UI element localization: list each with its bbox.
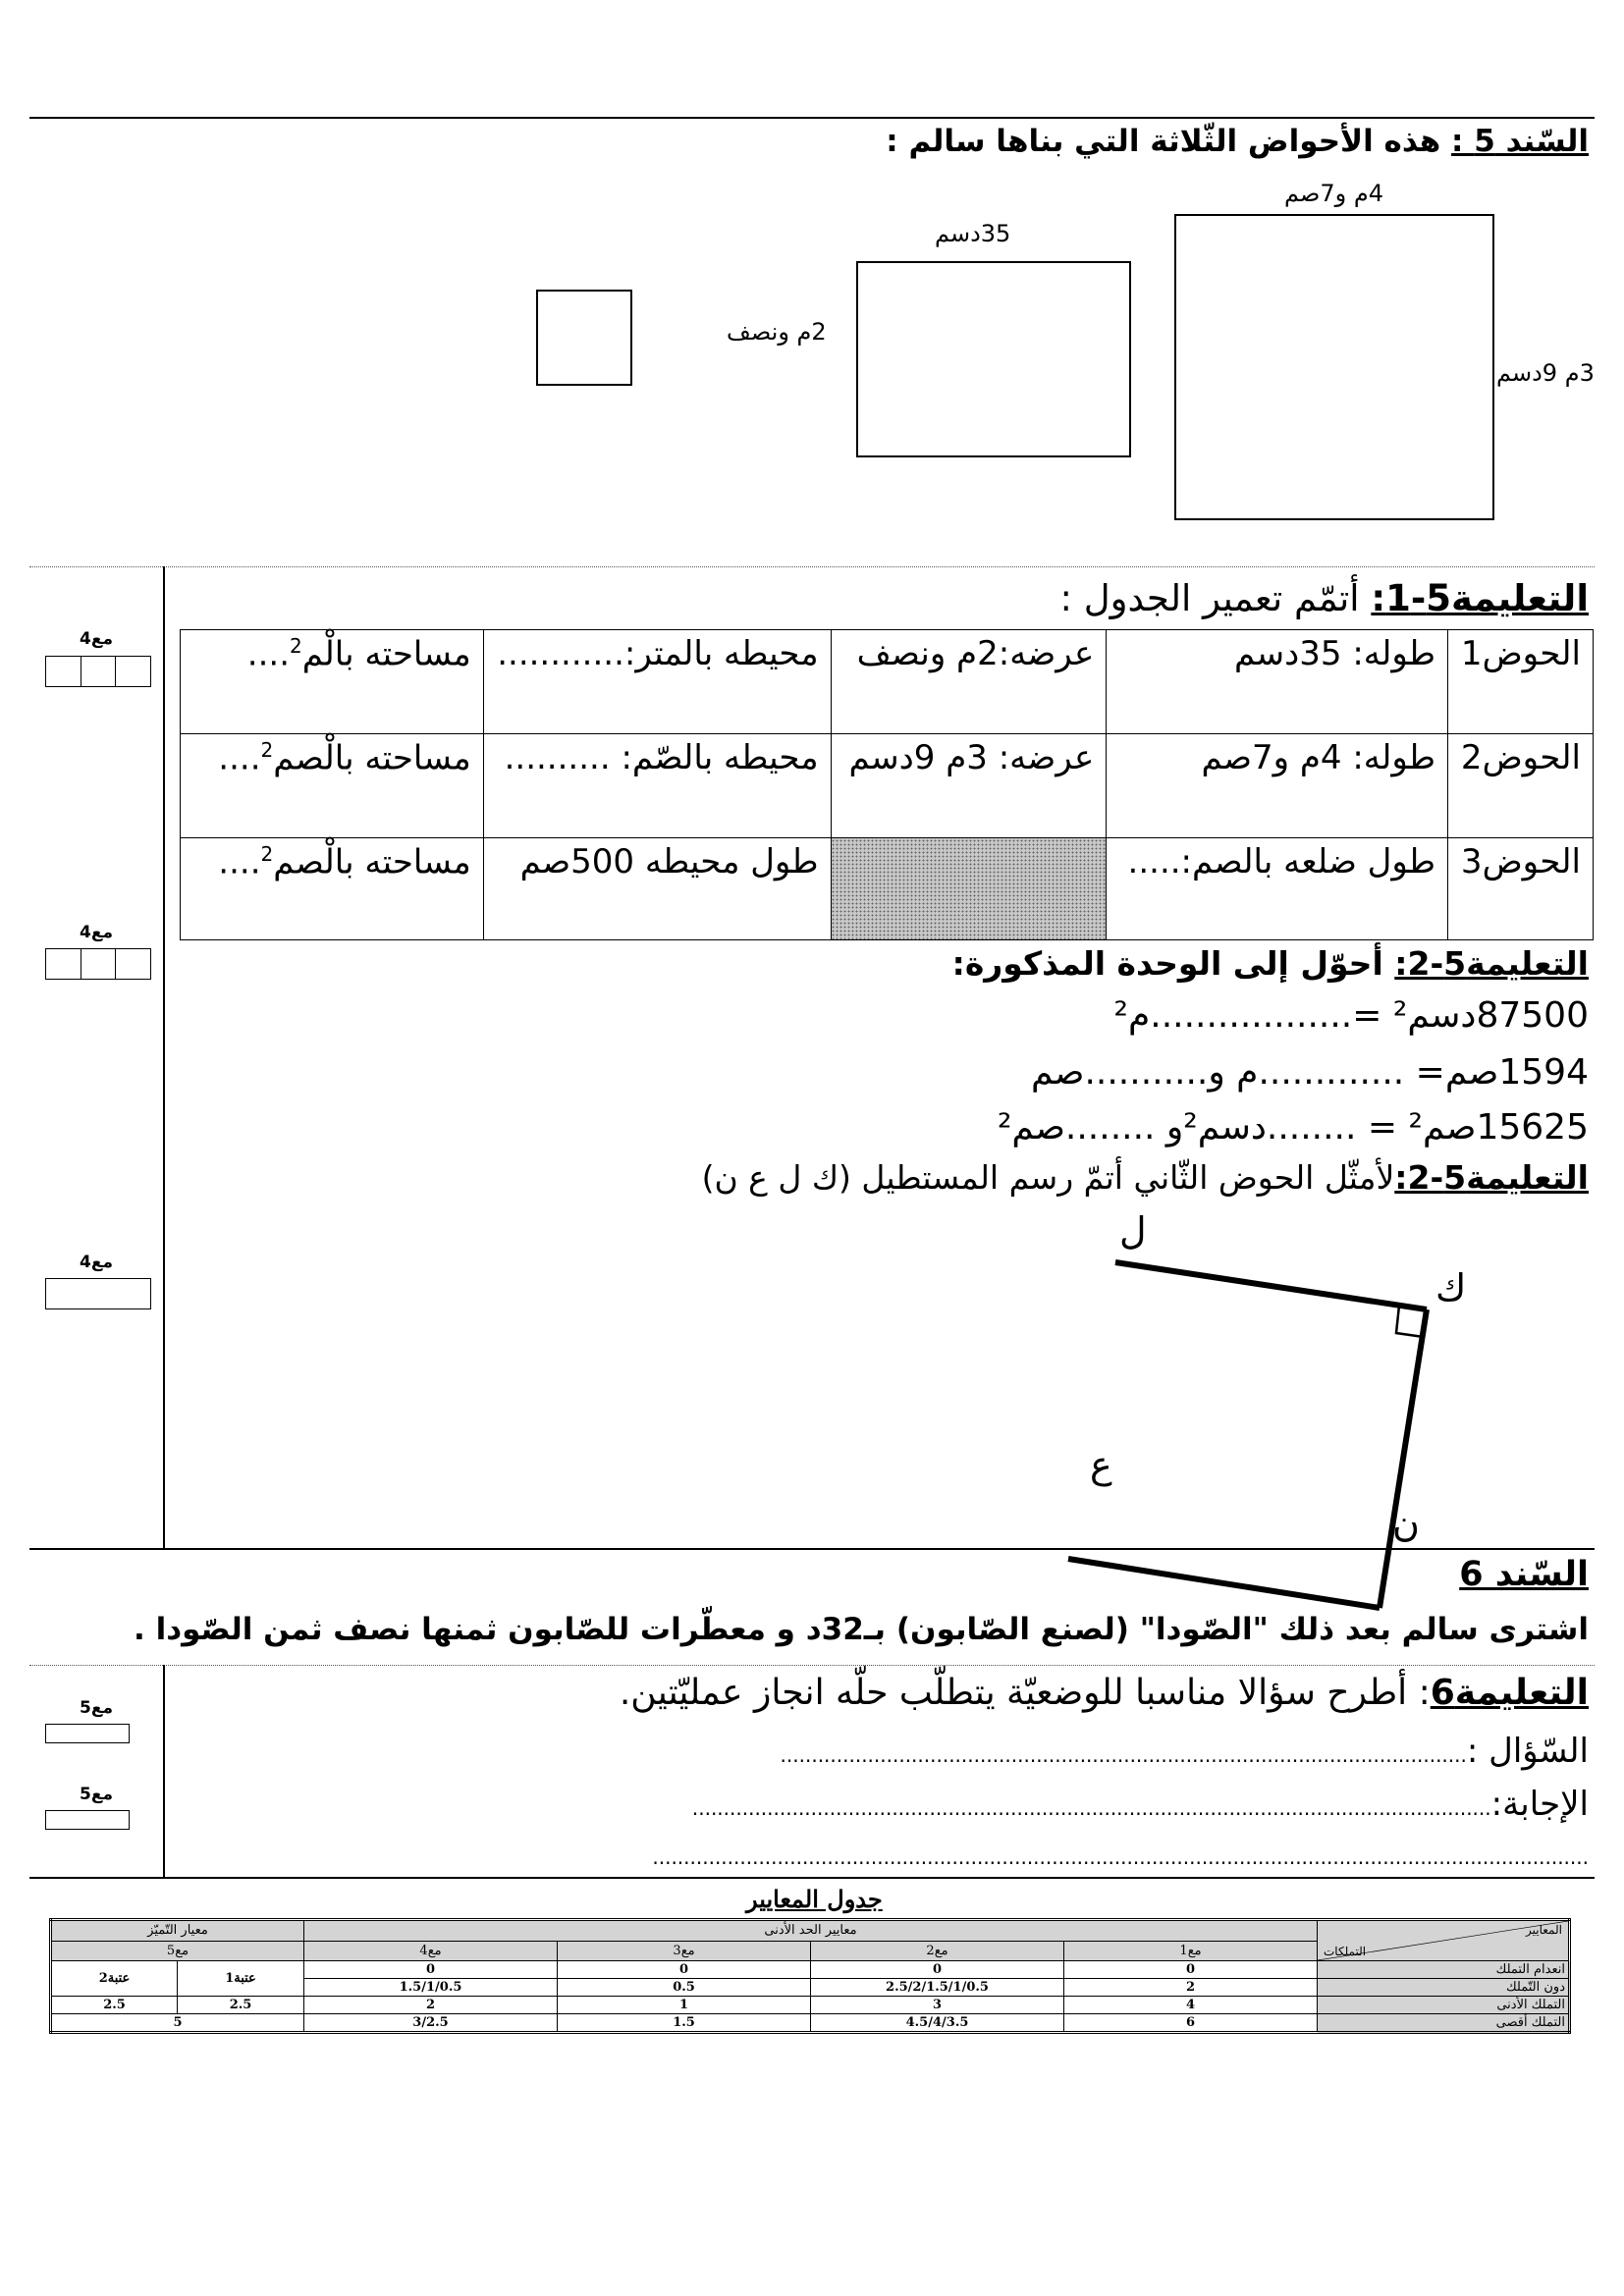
margin-label-m5a: مع5 xyxy=(80,1698,113,1718)
task52-text: أحوّل إلى الوحدة المذكورة: xyxy=(951,944,1383,983)
question-label: السّؤال : xyxy=(1466,1732,1589,1771)
side-kn xyxy=(1380,1309,1427,1608)
top-rule xyxy=(29,117,1595,119)
task51-label: التعليمة5-1: xyxy=(1371,577,1589,619)
length-cell: طوله: 35دسم xyxy=(1107,630,1448,734)
question-dots[interactable]: .............................................................................................................. xyxy=(780,1743,1467,1767)
pool-name-cell: الحوض1 xyxy=(1448,630,1594,734)
rectangle-drawing[interactable] xyxy=(1041,1217,1502,1629)
table-cell: 6 xyxy=(1064,2014,1318,2033)
pool-name-cell: الحوض2 xyxy=(1448,734,1594,838)
grade-box-m4c[interactable] xyxy=(45,1278,151,1309)
task6-answer-line-2[interactable]: ...................................................................................................................................................... xyxy=(652,1845,1589,1869)
margin-label-m4c: مع4 xyxy=(80,1253,113,1272)
table-cell: 5 xyxy=(51,2014,304,2033)
excellence-header: معيار التّميّز xyxy=(51,1920,304,1942)
col-header: مع1 xyxy=(1064,1941,1318,1960)
col-header: مع3 xyxy=(558,1941,811,1960)
perimeter-cell: طول محيطه 500صم xyxy=(483,838,831,940)
row-label: التملك أقصى xyxy=(1318,2014,1570,2033)
length-cell: طوله: 4م و7صم xyxy=(1107,734,1448,838)
table-cell: 0 xyxy=(811,1961,1064,1979)
area-cell[interactable]: مساحته بالْصم$^2$.... xyxy=(181,838,484,940)
answer-dots[interactable]: ................................................................................................................................ xyxy=(691,1796,1491,1820)
table-row xyxy=(181,838,1594,940)
shaded-cell xyxy=(831,838,1107,940)
table-cell: 0 xyxy=(1064,1961,1318,1979)
table-cell: 1.5/1/0.5 xyxy=(304,1979,558,1997)
vertex-a-label: ع xyxy=(1090,1443,1112,1486)
threshold1-label: عتبة1 xyxy=(178,1961,304,1997)
sanad6-heading: السّند 6 xyxy=(1459,1555,1589,1594)
pool1-side-label: 3م 9دسم xyxy=(1496,359,1595,387)
vertex-k-label: ك xyxy=(1435,1266,1467,1309)
table-cell: 2.5/2/1.5/1/0.5 xyxy=(811,1979,1064,1997)
conversion-line-2[interactable]: 1594صم= .............م و...........صم xyxy=(1030,1052,1589,1093)
table-row xyxy=(181,630,1594,734)
row-label: التملك الأدنى xyxy=(1318,1997,1570,2014)
pool3-square xyxy=(536,290,632,386)
mastery-header-label: التملكات xyxy=(1324,1945,1367,1958)
width-cell: عرضه: 3م 9دسم xyxy=(831,734,1107,838)
area-cell[interactable]: مساحته بالْصم$^2$.... xyxy=(181,734,484,838)
area-cell[interactable]: مساحته بالْم$^2$.... xyxy=(181,630,484,734)
margin-label-m5b: مع5 xyxy=(80,1785,113,1804)
pool-name-cell: الحوض3 xyxy=(1448,838,1594,940)
criteria-header-label: المعايير xyxy=(1526,1923,1562,1937)
table-row xyxy=(181,734,1594,838)
task53-instruction xyxy=(702,1158,1589,1197)
grade-box-m5a[interactable] xyxy=(45,1724,130,1743)
sanad6-rule xyxy=(29,1548,1595,1550)
threshold2-label: عتبة2 xyxy=(51,1961,178,1997)
task52-label: التعليمة5-2: xyxy=(1394,944,1589,983)
pool2-rectangle xyxy=(856,261,1131,457)
table-cell: 1.5 xyxy=(558,2014,811,2033)
task53-text: لأمثّل الحوض الثّاني أتمّ رسم المستطيل (ك ل ع ن) xyxy=(701,1158,1395,1197)
col-header: مع5 xyxy=(51,1941,304,1960)
pool2-top-label: 35دسم xyxy=(935,220,1011,247)
conversion-line-3[interactable]: 15625صم² = ........دسم²و ........صم² xyxy=(997,1107,1589,1148)
width-cell: عرضه:2م ونصف xyxy=(831,630,1107,734)
conversion-line-1[interactable]: 87500دسم² =..................م² xyxy=(1113,995,1589,1036)
perimeter-cell[interactable]: محيطه بالصّم: .......... xyxy=(483,734,831,838)
task6-label: التعليمة6 xyxy=(1430,1673,1589,1713)
task52-instruction xyxy=(952,944,1589,983)
min-criteria-header: معايير الحد الأدنى xyxy=(304,1920,1318,1942)
sanad5-heading xyxy=(886,124,1589,159)
task51-text: أتمّم تعمير الجدول : xyxy=(1059,577,1360,619)
margin-label-m4a: مع4 xyxy=(80,629,113,649)
side-length-cell[interactable]: طول ضلعه بالصم:..... xyxy=(1107,838,1448,940)
sanad6-text: اشترى سالم بعد ذلك "الصّودا" (لصنع الصّابون) بـ32د و معطّرات للصّابون ثمنها نصف ثمن الصّودا . xyxy=(134,1612,1589,1647)
criteria-title: جدول المعايير xyxy=(746,1885,883,1913)
row-label: انعدام التملك xyxy=(1318,1961,1570,1979)
pool2-side-label: 2م ونصف xyxy=(727,318,827,346)
perimeter-cell[interactable]: محيطه بالمتر:............ xyxy=(483,630,831,734)
section-divider xyxy=(29,566,1595,567)
sanad5-heading-text: هذه الأحواض الثّلاثة التي بناها سالم : xyxy=(886,124,1441,159)
grade-box-m4a[interactable] xyxy=(45,656,151,687)
sanad5-heading-label: السّند 5 : xyxy=(1451,124,1589,159)
col-header: مع4 xyxy=(304,1941,558,1960)
table-cell: 2 xyxy=(1064,1979,1318,1997)
task6-answer-line[interactable] xyxy=(692,1785,1589,1824)
table-cell: 4 xyxy=(1064,1997,1318,2014)
vertex-n-label: ن xyxy=(1392,1502,1420,1545)
table-cell: 4.5/4/3.5 xyxy=(811,2014,1064,2033)
table-cell: 2.5 xyxy=(178,1997,304,2014)
pools-table xyxy=(180,629,1594,940)
table-cell: 0 xyxy=(304,1961,558,1979)
task51-instruction xyxy=(1059,577,1589,619)
task6-text: : أطرح سؤالا مناسبا للوضعيّة يتطلّب حلّه انجاز عمليّتين. xyxy=(619,1673,1431,1713)
vertex-l-label: ل xyxy=(1119,1209,1147,1253)
bottom-rule xyxy=(29,1877,1595,1879)
answer-label: الإجابة: xyxy=(1490,1785,1589,1824)
task6-divider xyxy=(29,1665,1595,1666)
table-cell: 2 xyxy=(304,1997,558,2014)
pool1-top-label: 4م و7صم xyxy=(1284,180,1383,207)
side-n-partial xyxy=(1068,1559,1380,1608)
table-cell: 3/2.5 xyxy=(304,2014,558,2033)
task6-instruction xyxy=(620,1673,1589,1713)
margin-vertical-rule xyxy=(163,566,165,1548)
table-cell: 0.5 xyxy=(558,1979,811,1997)
grade-box-m4b[interactable] xyxy=(45,948,151,980)
margin-label-m4b: مع4 xyxy=(80,923,113,942)
table-cell: 3 xyxy=(811,1997,1064,2014)
side-kl xyxy=(1115,1262,1427,1309)
criteria-table xyxy=(49,1918,1571,2034)
task6-question-line[interactable] xyxy=(781,1732,1589,1771)
table-cell: 0 xyxy=(558,1961,811,1979)
pool1-rectangle xyxy=(1174,214,1494,520)
row-label: دون التّملك xyxy=(1318,1979,1570,1997)
col-header: مع2 xyxy=(811,1941,1064,1960)
criteria-header-cell xyxy=(1318,1920,1570,1961)
grade-box-m5b[interactable] xyxy=(45,1810,130,1830)
table-cell: 1 xyxy=(558,1997,811,2014)
table-cell: 2.5 xyxy=(51,1997,178,2014)
task53-label: التعليمة5-2: xyxy=(1394,1158,1589,1197)
margin-vertical-rule-2 xyxy=(163,1665,165,1877)
